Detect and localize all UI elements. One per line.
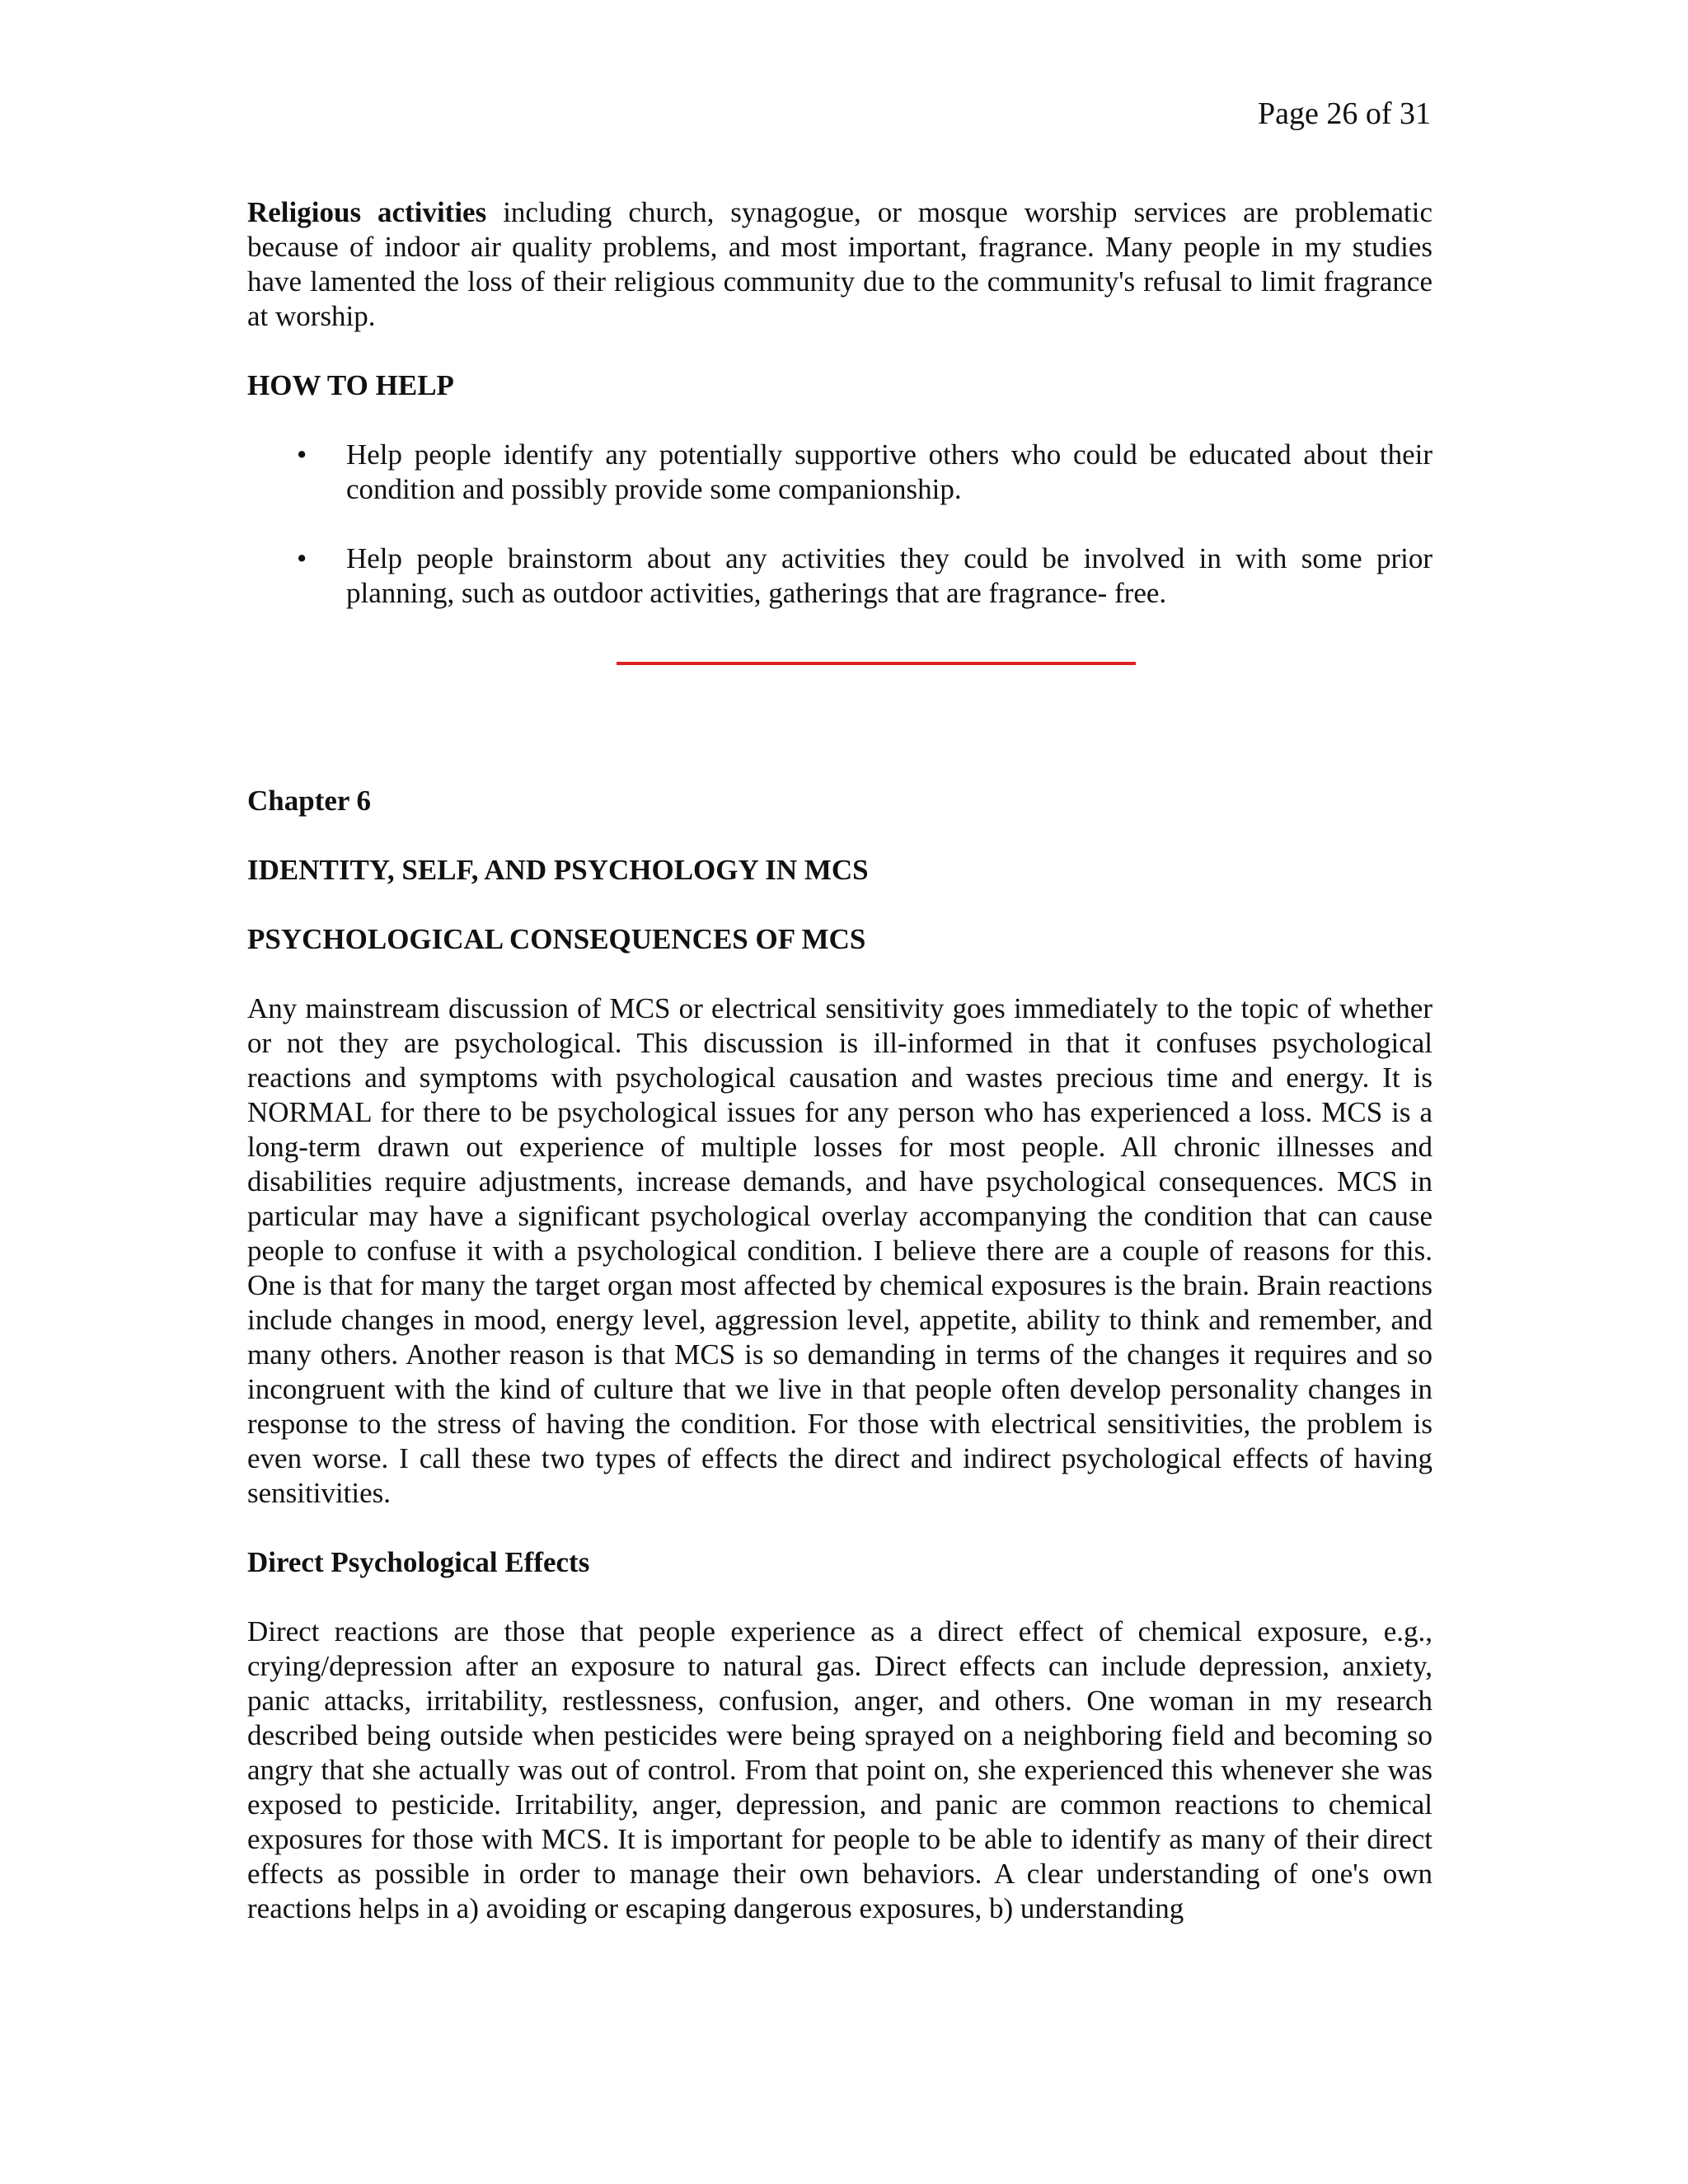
bullet-icon: •	[297, 542, 307, 574]
bullet-icon: •	[297, 438, 307, 471]
religious-activities-paragraph	[247, 195, 1432, 334]
subsection-heading: Direct Psychological Effects	[247, 1546, 590, 1578]
section-heading: PSYCHOLOGICAL CONSEQUENCES OF MCS	[247, 923, 866, 955]
how-to-help-heading: HOW TO HELP	[247, 369, 454, 401]
list-item	[247, 438, 1432, 507]
page-content	[247, 195, 1432, 1961]
chapter-label: Chapter 6	[247, 785, 372, 817]
subsection-paragraph: Direct reactions are those that people experience as a direct effect of chemical exposure, e.g., crying/depression after an exposure to natural gas. Direct effects can include depression, anxiety, panic attacks, irritability, restlessness, confusion, anger, and others. One woman in my research described being outside when pesticides were being sprayed on a neighboring field and becoming so angry that she actually was out of control. From that point on, she experienced this whenever she was exposed to pesticide. Irritability, anger, depression, and panic are common reactions to chemical exposures for those with MCS. It is important for people to be able to identify as many of their direct effects as possible in order to manage their own behaviors. A clear understanding of one's own reactions helps in a) avoiding or escaping dangerous exposures, b) understanding	[247, 1615, 1432, 1924]
religious-activities-lead: Religious activities	[247, 196, 487, 228]
list-item-text: Help people identify any potentially supportive others who could be educated about their condition and possibly provide some companionship.	[346, 438, 1432, 505]
religious-activities-text: including church, synagogue, or mosque worship services are problematic because of indoor air quality problems, and most important, fragrance. Many people in my studies have lamented the loss of their religious community due to the community's refusal to limit fragrance at worship.	[247, 196, 1432, 332]
how-to-help-list	[247, 438, 1432, 611]
list-item-text: Help people brainstorm about any activities they could be involved in with some prior planning, such as outdoor activities, gatherings that are fragrance- free.	[346, 542, 1432, 609]
section-divider	[247, 645, 1432, 715]
divider-line	[617, 662, 1136, 665]
page-number: Page 26 of 31	[1257, 96, 1431, 131]
list-item	[247, 541, 1432, 611]
chapter-title: IDENTITY, SELF, AND PSYCHOLOGY IN MCS	[247, 854, 869, 886]
section-paragraph: Any mainstream discussion of MCS or electrical sensitivity goes immediately to the topic of whether or not they are psychological. This discussion is ill-informed in that it confuses psychological reactions and symptoms with psychological causation and wastes precious time and energy. It is NORMAL for there to be psychological issues for any person who has experienced a loss. MCS is a long-term drawn out experience of multiple losses for most people. All chronic illnesses and disabilities require adjustments, increase demands, and have psychological consequences. MCS in particular may have a significant psychological overlay accompanying the condition that can cause people to confuse it with a psychological condition. I believe there are a couple of reasons for this. One is that for many the target organ most affected by chemical exposures is the brain. Brain reactions include changes in mood, energy level, aggression level, appetite, ability to think and remember, and many others. Another reason is that MCS is so demanding in terms of the changes it requires and so incongruent with the kind of culture that we live in that people often develop personality changes in response to the stress of having the condition. For those with electrical sensitivities, the problem is even worse. I call these two types of effects the direct and indirect psychological effects of having sensitivities.	[247, 992, 1432, 1509]
